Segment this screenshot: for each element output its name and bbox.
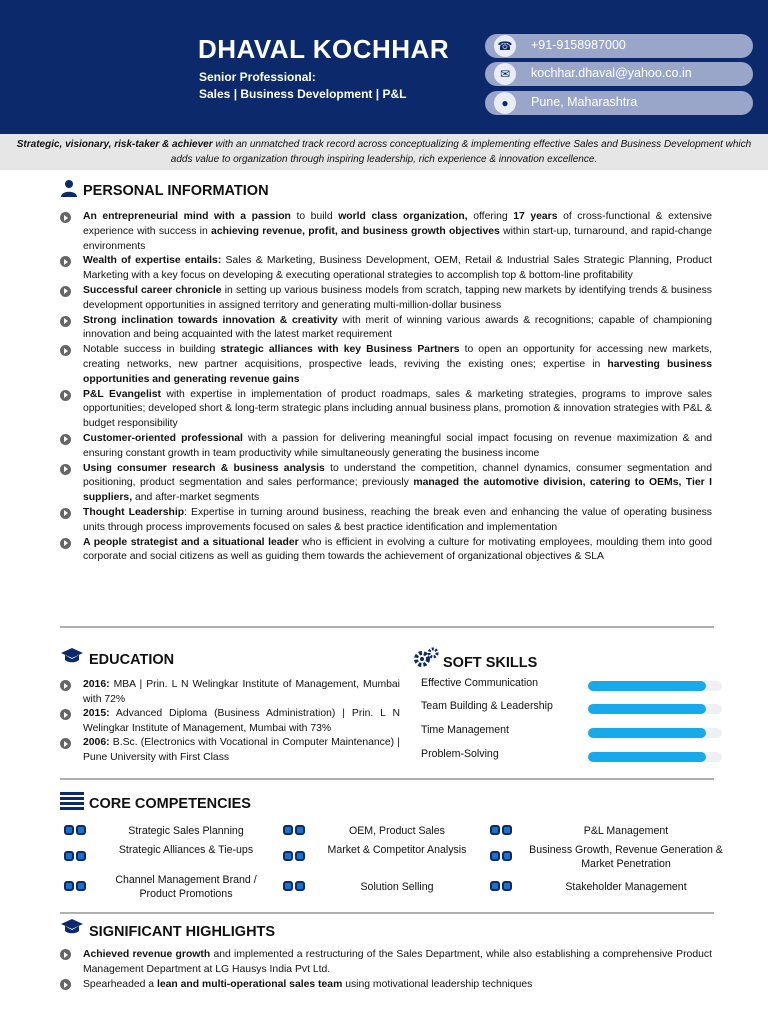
competency-item: OEM, Product Sales [349,825,445,837]
text: with a passion for delivering meaningful social impact focusing on revenue maximization & and ensuring constant growth in team productivity while simultaneously generating the business income [83,432,712,459]
competency-item: P&L Management [583,825,669,837]
competency-bullet-icon [283,851,305,863]
bold-text: achieving revenue, profit, and business growth objectives [211,225,500,237]
bold-text: Achieved revenue growth [83,949,211,960]
bold-text: 2016: [83,679,110,690]
title-line-2: Sales | Business Development | P&L [199,87,407,101]
bold-text: Using consumer research & business analysis [83,462,325,474]
bullet-arrow-icon [60,390,71,401]
section-title-highlights: SIGNIFICANT HIGHLIGHTS [89,924,276,940]
bold-text: Strong inclination towards innovation & creativity [83,314,338,326]
bold-text: 17 years [513,211,558,222]
education-item [60,707,400,736]
text: using motivational leadership techniques [342,979,533,990]
personal-info-item [60,506,712,536]
competency-bullet-icon [64,851,86,863]
text: in setting up various business models from scratch, tapping new markets by identifying trends & business development opportunities in assigned territory and generating multi-million-dollar business [83,284,712,311]
email-text: kochhar.dhaval@yahoo.co.in [531,66,692,80]
location-text: Pune, Maharashtra [531,95,638,109]
location-pin-icon: ● [494,92,516,114]
phone-text: +91-9158987000 [531,38,626,52]
text: Notable success in building [83,344,221,356]
competency-item: Strategic Sales Planning [128,825,244,837]
soft-skill-bar [588,752,722,762]
text: MBA | Prin. L N Welingkar Institute of Management, Mumbai with 72% [83,679,400,705]
bullet-arrow-icon [60,434,71,445]
highlights-list [60,947,712,992]
text: Spearheaded a [83,979,157,990]
personal-info-item [60,462,712,506]
competency-item: Business Growth, Revenue Generation & Market Penetration [529,844,723,870]
contact-location[interactable] [485,91,753,115]
soft-skill-bar [588,704,722,714]
bullet-arrow-icon [60,709,71,720]
text: offering [467,211,514,222]
tagline-lead: Strategic, visionary, risk-taker & achiever [16,139,213,150]
section-title-core-competencies: CORE COMPETENCIES [89,796,251,812]
bold-text: An entrepreneurial mind with a passion [83,211,291,222]
competency-item: Stakeholder Management [565,881,687,893]
divider [60,912,714,914]
soft-skill-label: Effective Communication [421,677,538,689]
mail-icon: ✉ [494,63,516,85]
bullet-arrow-icon [60,979,71,990]
section-title-education: EDUCATION [89,652,175,668]
text: B.Sc. (Electronics with Vocational in Computer Maintenance) | Pune University with First Class [83,737,400,763]
title-line-1: Senior Professional: [199,70,316,84]
text: within start-up, turnaround, and rapid-change environments [83,225,713,252]
soft-skill-label: Team Building & Leadership [421,700,553,712]
personal-info-item [60,343,712,387]
bullet-arrow-icon [60,345,71,356]
competency-item: Market & Competitor Analysis [327,844,467,856]
highlight-item [60,977,712,992]
personal-info-item [60,388,712,432]
contact-email[interactable] [485,62,753,86]
text: to open an opportunity for accessing new markets, creating networks, new partner acquisitions, prospective leads, reviving the existing ones; expertise in [83,344,712,370]
bullet-arrow-icon [60,286,71,297]
text: to build [290,211,339,222]
candidate-name: DHAVAL KOCHHAR [198,34,450,64]
competency-bullet-icon [283,881,305,893]
soft-skill-bar-fill [588,704,706,714]
competency-item: Solution Selling [360,881,434,893]
personal-info-item [60,536,712,566]
bold-text: 2015: [83,708,110,720]
text: and after-market segments [132,492,260,504]
divider [60,626,714,628]
personal-info-item [60,284,712,314]
bold-text: strategic alliances with key Business Partners [220,344,460,356]
bold-text: Wealth of expertise entails: [83,255,222,267]
summary-tagline [0,134,768,170]
competency-item: Channel Management Brand / Product Promotions [115,874,257,900]
soft-skill-bar [588,728,722,738]
education-list [60,678,400,766]
soft-skill-bar [588,681,722,691]
text: Advanced Diploma (Business Administration) | Prin. L N Welingkar Institute of Management, Mumbai with 73% [83,708,400,734]
gears-icon [413,647,439,673]
personal-info-item [60,314,712,344]
personal-info-item [60,432,712,462]
competency-item: Strategic Alliances & Tie-ups [118,844,254,856]
section-title-personal: PERSONAL INFORMATION [83,183,269,199]
soft-skill-label: Time Management [421,724,509,736]
bold-text: managed the automotive division, catering to OEMs, Tier I suppliers, [83,477,713,504]
bold-text: world class organization, [338,211,468,222]
bold-text: Thought Leadership [83,506,185,518]
text: and implemented a restructuring of the Sales Department, while also establishing a comprehensive Product Management Department at LG Hausys India Pvt Ltd. [83,949,712,975]
text: to understand the competition, channel dynamics, consumer segmentation and positioning, product segmentation and sales performance; previously [83,462,712,489]
bullet-arrow-icon [60,949,71,960]
bullet-arrow-icon [60,680,71,691]
text: who is efficient in evolving a culture for motivating employees, moulding them into good corporate and social citizens as well as guiding them towards the achievement of organizational objectives & SLA [83,536,712,563]
text: of cross-functional & extensive experience with success in [83,211,712,237]
bold-text: lean and multi-operational sales team [156,979,343,990]
bold-text: A people strategist and a situational leader [83,536,299,548]
candidate-title [199,69,406,103]
soft-skill-bar-fill [588,752,706,762]
person-icon [60,179,78,201]
header-banner [0,0,768,134]
bullet-arrow-icon [60,738,71,749]
bold-text: harvesting business opportunities and generating revenue gains [83,358,712,385]
bullet-arrow-icon [60,316,71,327]
bullet-arrow-icon [60,464,71,475]
bold-text: Successful career chronicle [83,284,222,296]
bold-text: P&L Evangelist [83,388,161,400]
personal-info-item [60,254,712,284]
bold-text: Customer-oriented professional [83,432,243,444]
graduation-cap-icon [60,918,84,940]
education-item [60,736,400,765]
competency-bullet-icon [490,825,512,837]
bold-text: 2006: [83,737,110,749]
text: : Expertise in turning around business, reaching the break even and enhancing the value of operating business units through process improvements focused on sales & best practice identification and implementation [83,506,712,533]
text: Sales & Marketing, Business Development, OEM, Retail & Industrial Sales Strategic Planning, Product Marketing with a key focus on developing & executing operational strategies to accomplish top & bottom-line profitability [83,255,712,282]
competency-bullet-icon [490,851,512,863]
education-item [60,678,400,707]
graduation-cap-icon [60,647,84,669]
personal-info-list [60,210,712,565]
bullet-arrow-icon [60,212,71,223]
section-title-soft-skills: SOFT SKILLS [443,655,538,671]
soft-skill-bar-fill [588,728,706,738]
soft-skill-label: Problem-Solving [421,748,499,760]
bullet-arrow-icon [60,508,71,519]
competency-bullet-icon [64,881,86,893]
highlight-item [60,947,712,977]
contact-phone[interactable] [485,34,753,58]
personal-info-item [60,210,712,254]
bullet-arrow-icon [60,538,71,549]
competency-bullet-icon [64,825,86,837]
phone-icon: ☎ [494,35,516,57]
text: with expertise in implementation of product roadmaps, sales & marketing strategies, programs to improve sales opportunities; developed short & long-term strategic plans including annual business plans, promotion & innovation strategies with P&L & budget responsibility [83,388,712,430]
divider [60,778,714,780]
bullet-arrow-icon [60,256,71,267]
competency-bullet-icon [283,825,305,837]
text: with merit of winning various awards & recognitions; capable of championing innovation and being acquainted with the latest market requirement [83,314,712,341]
competency-bullet-icon [490,881,512,893]
list-icon [60,792,84,814]
soft-skill-bar-fill [588,681,706,691]
tagline-rest: with an unmatched track record across conceptualizing & implementing effective Sales and Business Development which adds value to organization through inspiring leadership, rich experience & innovation excellence. [170,139,752,165]
